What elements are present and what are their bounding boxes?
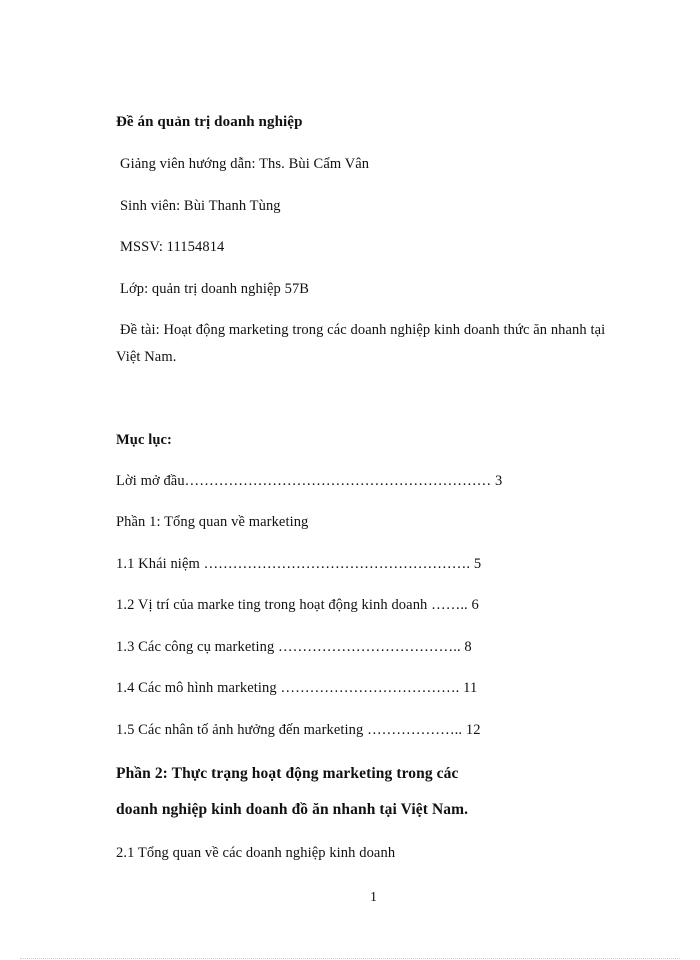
toc-entry: 1.1 Khái niệm ………………………………………………. 5 — [116, 556, 482, 572]
student-line: Sinh viên: Bùi Thanh Tùng — [120, 198, 281, 214]
toc-entry: 1.5 Các nhân tố ảnh hưởng đến marketing ……………….. 12 — [116, 722, 481, 738]
toc-entry: 2.1 Tổng quan về các doanh nghiệp kinh doanh — [116, 845, 396, 861]
instructor-line: Giảng viên hướng dẫn: Ths. Bùi Cẩm Vân — [120, 156, 370, 172]
toc-entry: Phần 1: Tổng quan về marketing — [116, 514, 309, 530]
part2-heading-line-2: doanh nghiệp kinh doanh đồ ăn nhanh tại Việt Nam. — [116, 801, 469, 818]
toc-entry: 1.3 Các công cụ marketing ……………………………….. 8 — [116, 639, 472, 655]
toc-entry: Lời mở đầu……………………………………………………… 3 — [116, 473, 503, 489]
page-number: 1 — [370, 890, 377, 905]
toc-entry: 1.4 Các mô hình marketing ………………………………. 11 — [116, 680, 478, 696]
page-bottom-divider — [20, 958, 680, 959]
student-id-line: MSSV: 11154814 — [120, 239, 225, 255]
topic-line-1: Đề tài: Hoạt động marketing trong các doanh nghiệp kinh doanh thức ăn nhanh tại — [120, 322, 606, 338]
class-line: Lớp: quản trị doanh nghiệp 57B — [120, 281, 310, 297]
part2-heading-line-1: Phần 2: Thực trạng hoạt động marketing trong các — [116, 765, 459, 782]
topic-line-2: Việt Nam. — [116, 349, 177, 365]
document-title: Đề án quản trị doanh nghiệp — [116, 114, 303, 130]
toc-heading: Mục lục: — [116, 432, 172, 448]
toc-entry: 1.2 Vị trí của marke ting trong hoạt động kinh doanh …….. 6 — [116, 597, 479, 613]
